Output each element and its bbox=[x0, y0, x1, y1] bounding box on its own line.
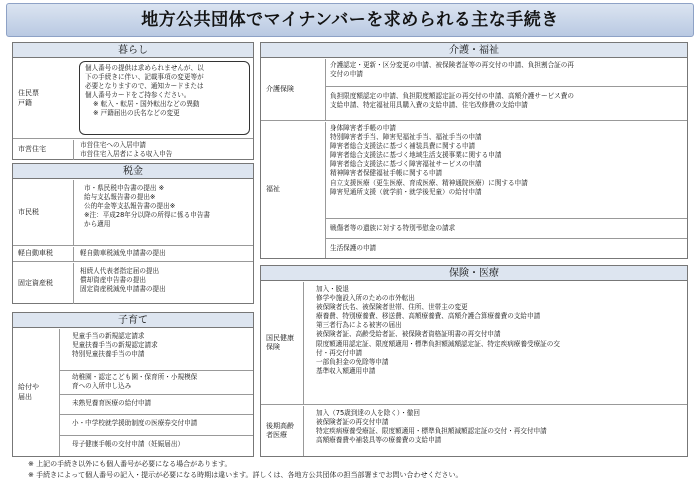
list-item: 必要となりますので、通知カードまたは bbox=[85, 82, 204, 91]
list-item: 付・再交付申請 bbox=[316, 348, 363, 357]
list-item: 障害者総合支援法に基づく障害福祉サービスの申請 bbox=[330, 160, 482, 169]
list-item: 被保険者氏名、被保険者世帯、住所、世帯主の変更 bbox=[316, 303, 468, 312]
footnote: ※ 上記の手続き以外にも個人番号が必要になる場合があります。 bbox=[28, 460, 232, 468]
list-item: 支給申請、特定福祉用具購入費の支給申請、住宅改修費の支給申請 bbox=[330, 101, 528, 110]
fukushi-section bbox=[326, 219, 687, 239]
list-item: 母子健康手帳の交付申請（妊娠届出） bbox=[72, 440, 185, 448]
zeikin-header: 税金 bbox=[13, 164, 253, 179]
fukushi-label: 福祉 bbox=[266, 185, 280, 194]
list-item: 療養費、特別療養費、移送費、高額療養費、高額介護合算療養費の支給申請 bbox=[316, 312, 541, 321]
hoken-panel bbox=[260, 265, 688, 457]
koteishisan-row bbox=[13, 263, 253, 304]
kurashi-header: 暮らし bbox=[13, 43, 253, 58]
list-item: 修学や施設入所のための市外転出 bbox=[316, 294, 415, 303]
kaigo-header: 介護・福祉 bbox=[261, 43, 687, 58]
shiei-label: 市営住宅 bbox=[18, 145, 46, 154]
kurashi-panel bbox=[12, 42, 254, 160]
list-item: 被保険者証、高齢受給者証、被保険者資格証明書の再交付申請 bbox=[316, 330, 501, 339]
title-banner bbox=[6, 3, 694, 37]
list-item: 児童手当の新規認定請求 bbox=[72, 332, 145, 340]
list-item: ※ 転入・転居・国外転出などの異動 bbox=[93, 100, 200, 109]
list-item: 固定資産税減免申請書の提出 bbox=[80, 285, 166, 294]
jumin-note-box bbox=[79, 61, 250, 135]
list-item: 負担限度額認定の申請、負担限度額認定証の再交付の申請、高額介護サービス費の bbox=[330, 92, 574, 100]
list-item: 市営住宅への入居申請 bbox=[80, 141, 146, 149]
list-item: 自立支援医療（更生医療、育成医療、精神通院医療）に関する申請 bbox=[330, 178, 528, 187]
list-item: 未熟児養育医療の給付申請 bbox=[72, 399, 152, 407]
kaigohoken-label: 介護保険 bbox=[266, 84, 294, 93]
list-item: ※注：平成28年分以降の所得に係る申告書 bbox=[84, 211, 211, 220]
list-item: 限度額適用認定証、限度額適用・標準負担額減額認定証、特定疾病療養受療証の交 bbox=[316, 339, 560, 348]
list-item: 個人番号カードをご持参ください。 bbox=[85, 91, 191, 100]
koki-row bbox=[261, 406, 687, 456]
list-item: 障害児通所支援（就学前・就学後児童）の給付申請 bbox=[330, 187, 482, 196]
list-item: 公的年金等支払報告書の提出※ bbox=[84, 202, 176, 211]
list-item: 身体障害者手帳の申請 bbox=[330, 124, 396, 132]
list-item: 特別障害者手当、障害児福祉手当、福祉手当の申請 bbox=[330, 133, 482, 142]
fukushi-row bbox=[261, 122, 687, 258]
koki-label: 後期高齢 者医療 bbox=[266, 421, 294, 439]
page-title: 地方公共団体でマイナンバーを求められる主な手続き bbox=[141, 9, 559, 30]
list-item: 償却資産申告書の提出 bbox=[80, 276, 146, 285]
jumin-label: 住民票 戸籍 bbox=[18, 89, 39, 107]
list-item: 軽自動車税減免申請書の提出 bbox=[80, 249, 166, 257]
kosodate-row bbox=[13, 329, 253, 456]
list-item: 精神障害者保健福祉手帳に関する申請 bbox=[330, 169, 443, 178]
list-item: 戦傷者等の遺族に対する特別弔慰金の請求 bbox=[330, 224, 456, 232]
kosodate-section bbox=[60, 329, 253, 371]
list-item: 市営住宅入居者による収入申告 bbox=[80, 150, 173, 159]
kosodate-panel bbox=[12, 312, 254, 457]
fukushi-section bbox=[326, 122, 687, 219]
kokuho-label: 国民健康 保険 bbox=[266, 333, 294, 351]
list-item: 下の手続きに伴い、記載事項の変更等が bbox=[85, 73, 204, 82]
kosodate-section bbox=[60, 371, 253, 395]
shiei-row bbox=[13, 140, 253, 160]
kosodate-header: 子育て bbox=[13, 313, 253, 328]
list-item: 加入・脱退 bbox=[316, 285, 349, 293]
footnotes bbox=[28, 459, 463, 480]
kaigo-panel bbox=[260, 42, 688, 259]
list-item: から適用 bbox=[84, 220, 111, 229]
list-item: 育への入所申し込み bbox=[72, 382, 132, 391]
list-item: 小・中学校就学援助制度の医療券交付申請 bbox=[72, 419, 198, 427]
list-item: 市・県民税申告書の提出 ※ bbox=[84, 184, 165, 192]
footnote: ※ 手続きによって個人番号の記入・提示が必要になる時期は違います。詳しくは、各地方公共団体の担当部署までお問い合わせください。 bbox=[28, 470, 463, 479]
list-item: 給与支払報告書の提出※ bbox=[84, 193, 156, 202]
kaigohoken-row bbox=[261, 59, 687, 121]
list-item: ※ 戸籍届出の氏名などの変更 bbox=[93, 109, 180, 118]
list-item: 特別児童扶養手当の申請 bbox=[72, 350, 145, 359]
list-item: 幼稚園・認定こども園・保育所・小規模保 bbox=[72, 373, 198, 381]
list-item: 介護認定・更新・区分変更の申請、被保険者証等の再交付の申請、負担割合証の再 bbox=[330, 61, 574, 69]
list-item: 相続人代表者指定届の提出 bbox=[80, 267, 160, 275]
list-item: 一部負担金の免除等申請 bbox=[316, 357, 389, 366]
koteishisan-label: 固定資産税 bbox=[18, 278, 53, 287]
kaigohoken-section bbox=[326, 59, 687, 87]
list-item: 障害者総合支援法に基づく補装具費に関する申請 bbox=[330, 142, 476, 151]
list-item: 障害者総合支援法に基づく地域生活支援事業に関する申請 bbox=[330, 151, 502, 160]
jumin-row bbox=[13, 59, 253, 139]
list-item: 加入（75歳到達の人を除く）・徹回 bbox=[316, 409, 420, 417]
list-item: 被保険者証の再交付申請 bbox=[316, 418, 389, 427]
list-item: 生活保護の申請 bbox=[330, 244, 377, 252]
list-item: 児童扶養手当の新規認定請求 bbox=[72, 341, 158, 350]
list-item: 高額療養費や補装具等の療養費の支給申請 bbox=[316, 436, 442, 445]
list-item: 第三者行為による被害の届出 bbox=[316, 321, 402, 330]
kaigohoken-section bbox=[326, 87, 687, 120]
shiminzei-label: 市民税 bbox=[18, 207, 39, 216]
list-item: 個人番号の提供は求められませんが、以 bbox=[85, 64, 204, 72]
kosodate-section bbox=[60, 415, 253, 436]
list-item: 特定疾病療養受療証、限度額適用・標準負担額減額認定証の交付・再交付申請 bbox=[316, 427, 547, 436]
list-item: 基準収入額適用申請 bbox=[316, 366, 376, 375]
kosodate-section bbox=[60, 395, 253, 415]
kokuho-row bbox=[261, 282, 687, 405]
keijidosha-row bbox=[13, 247, 253, 262]
fukushi-section bbox=[326, 239, 687, 258]
zeikin-panel bbox=[12, 163, 254, 304]
shiminzei-row bbox=[13, 180, 253, 246]
hoken-header: 保険・医療 bbox=[261, 266, 687, 281]
kosodate-section bbox=[60, 436, 253, 456]
kosodate-label: 給付や 届出 bbox=[18, 383, 39, 401]
keijidosha-label: 軽自動車税 bbox=[18, 249, 53, 258]
list-item: 交付の申請 bbox=[330, 70, 363, 79]
